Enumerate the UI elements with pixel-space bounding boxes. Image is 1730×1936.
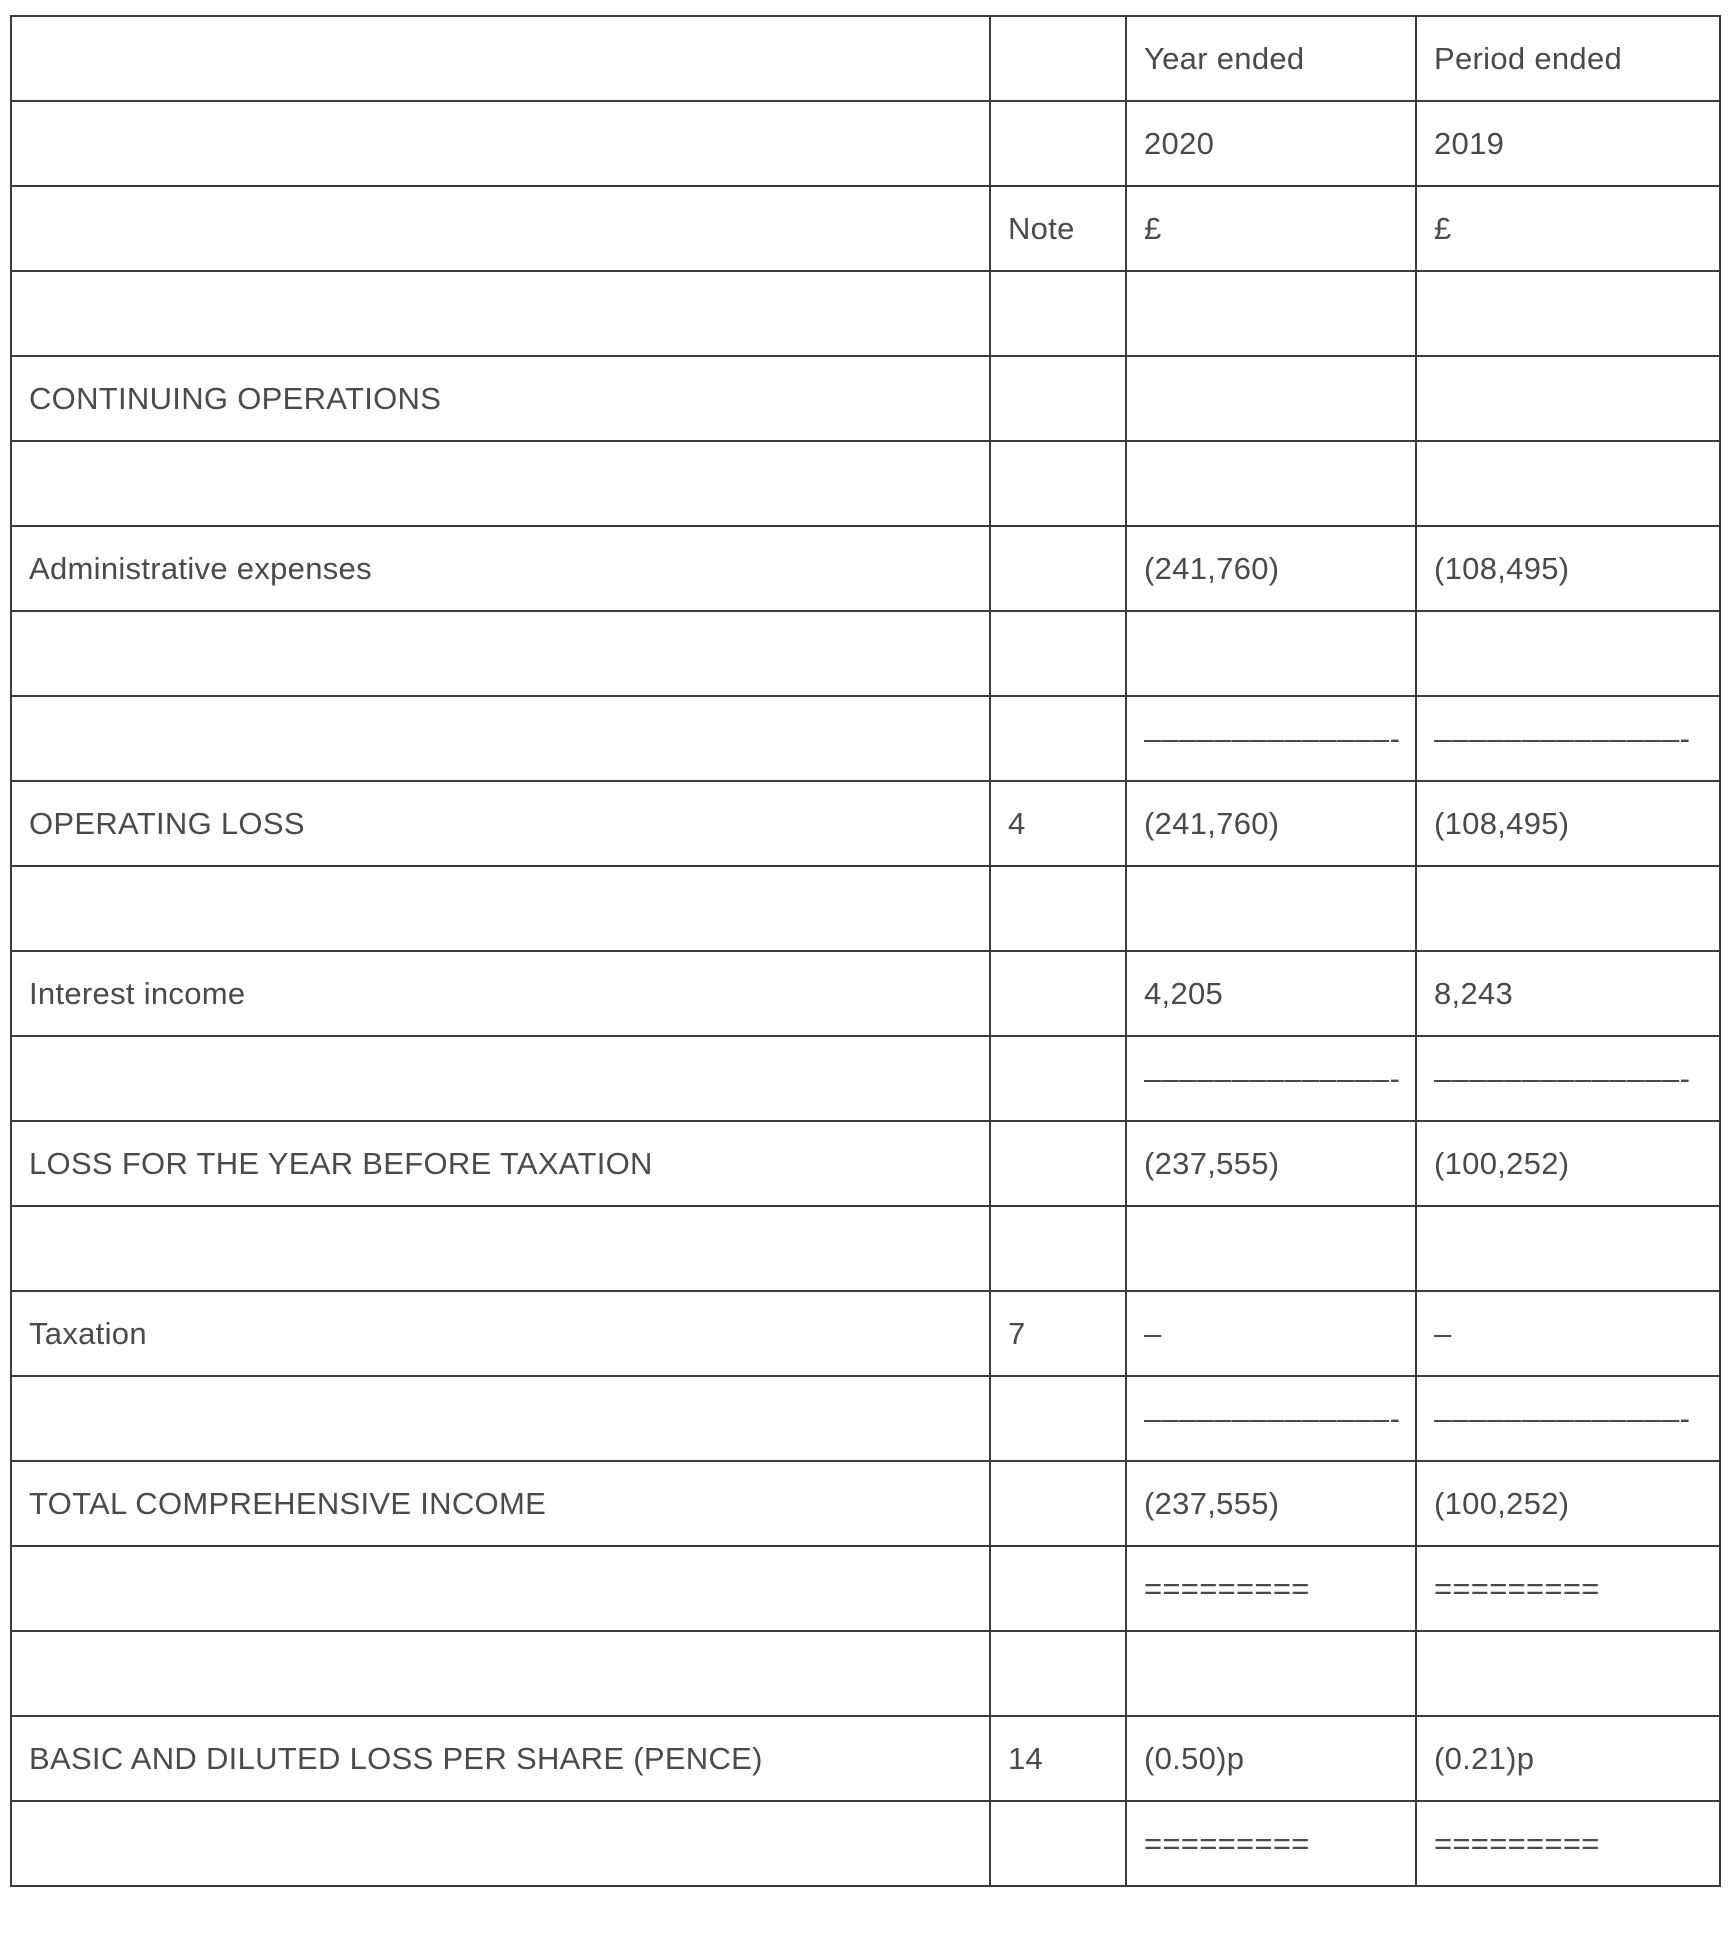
empty-cell: [11, 1036, 990, 1121]
empty-cell: [990, 101, 1126, 186]
single-rule: ––––––––––––––-: [1416, 1376, 1720, 1461]
value-2020: (241,760): [1126, 526, 1416, 611]
row-note: [990, 1121, 1126, 1206]
empty-cell: [1416, 611, 1720, 696]
value-2019: (100,252): [1416, 1461, 1720, 1546]
row-note: [990, 1461, 1126, 1546]
empty-cell: [11, 1206, 990, 1291]
empty-cell: [990, 1206, 1126, 1291]
empty-cell: [11, 16, 990, 101]
table-row-continuing-operations: [11, 356, 1720, 441]
empty-cell: [1126, 611, 1416, 696]
table-row-interest-income: [11, 951, 1720, 1036]
header-currency-2020: £: [1126, 186, 1416, 271]
empty-cell: [11, 1546, 990, 1631]
table-row-blank: [11, 1206, 1720, 1291]
table-row-blank: [11, 441, 1720, 526]
table-row-total-comprehensive-income: [11, 1461, 1720, 1546]
table-row-total-rule: [11, 1801, 1720, 1886]
value-2019: 8,243: [1416, 951, 1720, 1036]
double-rule: =========: [1416, 1546, 1720, 1631]
value-2019: –: [1416, 1291, 1720, 1376]
row-note: 14: [990, 1716, 1126, 1801]
empty-cell: [1416, 271, 1720, 356]
header-year-ended: Year ended: [1126, 16, 1416, 101]
value-2019: (0.21)p: [1416, 1716, 1720, 1801]
value-2020: (237,555): [1126, 1461, 1416, 1546]
row-note: 7: [990, 1291, 1126, 1376]
table-row-administrative-expenses: [11, 526, 1720, 611]
table-row-blank: [11, 611, 1720, 696]
single-rule: ––––––––––––––-: [1416, 1036, 1720, 1121]
empty-cell: [990, 1376, 1126, 1461]
row-label: LOSS FOR THE YEAR BEFORE TAXATION: [11, 1121, 990, 1206]
row-label: Taxation: [11, 1291, 990, 1376]
empty-cell: [990, 866, 1126, 951]
empty-cell: [990, 611, 1126, 696]
empty-cell: [11, 441, 990, 526]
header-note: Note: [990, 186, 1126, 271]
empty-cell: [1126, 356, 1416, 441]
empty-cell: [1416, 1206, 1720, 1291]
table-row-blank: [11, 271, 1720, 356]
single-rule: ––––––––––––––-: [1126, 696, 1416, 781]
empty-cell: [990, 1801, 1126, 1886]
empty-cell: [1416, 356, 1720, 441]
empty-cell: [1416, 441, 1720, 526]
empty-cell: [990, 16, 1126, 101]
empty-cell: [1126, 1206, 1416, 1291]
table-row-loss-before-tax: [11, 1121, 1720, 1206]
header-period-ended: Period ended: [1416, 16, 1720, 101]
row-label: Interest income: [11, 951, 990, 1036]
empty-cell: [990, 1546, 1126, 1631]
table-row-subtotal-rule: [11, 696, 1720, 781]
empty-cell: [1126, 271, 1416, 356]
value-2019: (108,495): [1416, 526, 1720, 611]
empty-cell: [11, 186, 990, 271]
value-2019: (108,495): [1416, 781, 1720, 866]
empty-cell: [990, 1631, 1126, 1716]
empty-cell: [1416, 866, 1720, 951]
table-row-header-year: [11, 101, 1720, 186]
empty-cell: [11, 1631, 990, 1716]
value-2020: (0.50)p: [1126, 1716, 1416, 1801]
table-row-blank: [11, 866, 1720, 951]
empty-cell: [990, 271, 1126, 356]
header-year-2020: 2020: [1126, 101, 1416, 186]
empty-cell: [990, 356, 1126, 441]
empty-cell: [11, 271, 990, 356]
empty-cell: [11, 101, 990, 186]
row-label: BASIC AND DILUTED LOSS PER SHARE (PENCE): [11, 1716, 990, 1801]
empty-cell: [990, 441, 1126, 526]
header-currency-2019: £: [1416, 186, 1720, 271]
row-label: Administrative expenses: [11, 526, 990, 611]
table-row-blank: [11, 1631, 1720, 1716]
empty-cell: [1126, 1631, 1416, 1716]
table-row-operating-loss: [11, 781, 1720, 866]
row-note: [990, 526, 1126, 611]
empty-cell: [1416, 1631, 1720, 1716]
empty-cell: [990, 1036, 1126, 1121]
value-2020: –: [1126, 1291, 1416, 1376]
double-rule: =========: [1416, 1801, 1720, 1886]
row-note: 4: [990, 781, 1126, 866]
double-rule: =========: [1126, 1546, 1416, 1631]
single-rule: ––––––––––––––-: [1126, 1036, 1416, 1121]
empty-cell: [11, 1801, 990, 1886]
value-2020: 4,205: [1126, 951, 1416, 1036]
income-statement-table: [10, 15, 1721, 1887]
empty-cell: [1126, 441, 1416, 526]
table-row-header-currency: [11, 186, 1720, 271]
empty-cell: [1126, 866, 1416, 951]
table-row-header-period: [11, 16, 1720, 101]
table-row-loss-per-share: [11, 1716, 1720, 1801]
empty-cell: [990, 696, 1126, 781]
row-label: OPERATING LOSS: [11, 781, 990, 866]
single-rule: ––––––––––––––-: [1126, 1376, 1416, 1461]
row-label: TOTAL COMPREHENSIVE INCOME: [11, 1461, 990, 1546]
row-note: [990, 951, 1126, 1036]
value-2020: (237,555): [1126, 1121, 1416, 1206]
table-row-subtotal-rule: [11, 1376, 1720, 1461]
value-2019: (100,252): [1416, 1121, 1720, 1206]
table-row-subtotal-rule: [11, 1036, 1720, 1121]
row-label: CONTINUING OPERATIONS: [11, 356, 990, 441]
empty-cell: [11, 611, 990, 696]
single-rule: ––––––––––––––-: [1416, 696, 1720, 781]
empty-cell: [11, 696, 990, 781]
empty-cell: [11, 866, 990, 951]
header-year-2019: 2019: [1416, 101, 1720, 186]
value-2020: (241,760): [1126, 781, 1416, 866]
double-rule: =========: [1126, 1801, 1416, 1886]
table-row-taxation: [11, 1291, 1720, 1376]
statement-container: [10, 15, 1721, 1887]
empty-cell: [11, 1376, 990, 1461]
table-row-total-rule: [11, 1546, 1720, 1631]
